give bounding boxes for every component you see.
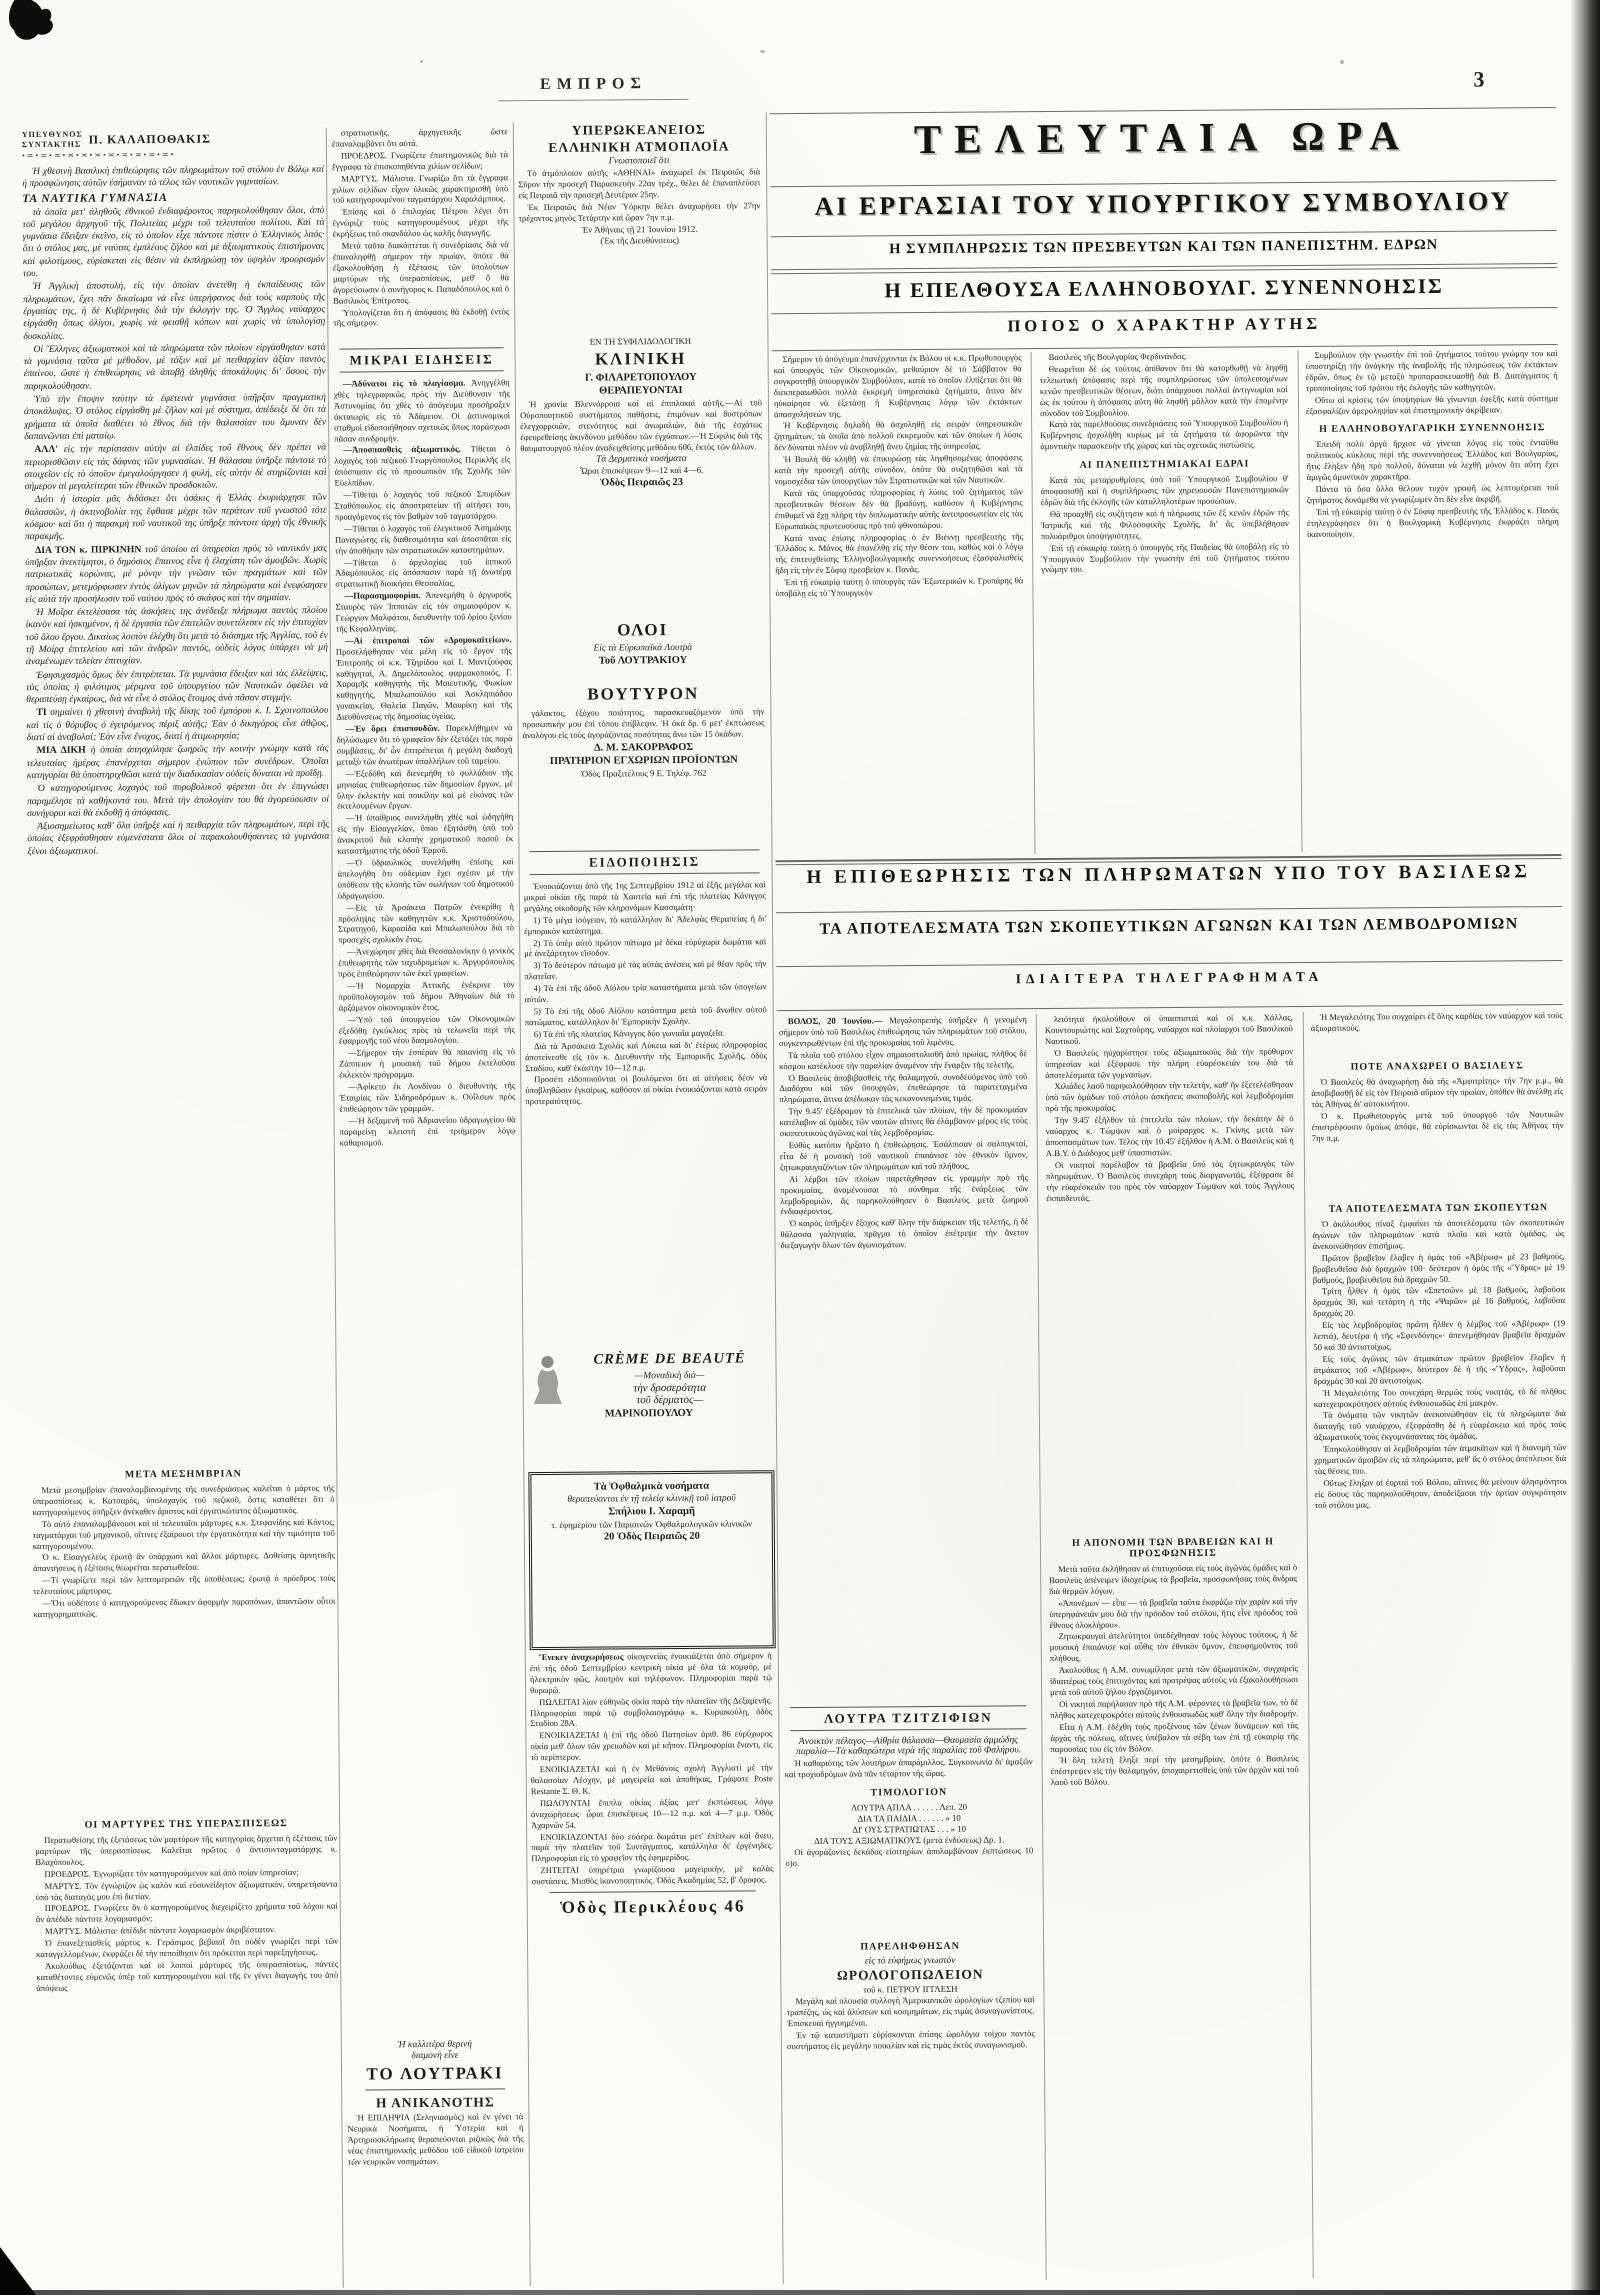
column-subheading: ΜΙΚΡΑΙ ΕΙΔΗΣΕΙΣ [340, 347, 504, 372]
text-block: ΔΙΑ ΤΟΝ κ. ΠΙΡΚΙΝΗΝ τοῦ ὁποίου αἱ ὑπηρεσίαι πρὸς τὸ ναυτικόν μας ὑπῆρξαν ἀνεκτίμητοι, ὁ δημόσιος ἔπαινος εἶνε ἡ ἐλαχίστη τῶν ἀμοιβῶν. Χωρὶς πατριωτικὰς κορώνας, μὲ μόνην τὴν γνῶσιν τῶν πραγμάτων καὶ τῶν προσώπων, μετεμόρφωσεν ἐντὸς ὀλίγων μηνῶν τὰ πληρώματα καὶ ἐνεφύσησεν εἰς αὐτὰ τὴν προσήλωσιν τοῦ ναύτου πρὸς τὸ σκάφος καὶ τὴν σημαίαν. [25, 542, 328, 605]
column-subheading: ΑΙ ΠΑΝΕΠΙΣΤΗΜΙΑΚΑΙ ΕΔΡΑΙ [1079, 458, 1250, 471]
text-block: —Ἡ Νομαρχία Ἀττικῆς ἐνέκρινε τὸν προϋπολογισμὸν τοῦ δήμου Ἀθηναίων διὰ τὸ ἀρξάμενον οἰκονομικὸν ἔτος. [338, 979, 515, 1013]
text-block: Ἡ Μεγαλειότης Του συνεχάρη θερμῶς τοὺς νικητάς, τὸ δὲ πλῆθος κατεχειροκρότησεν αὐτοὺς ἐνθουσιωδῶς ἐπὶ μακρόν. [1313, 1385, 1566, 1409]
text-block: Ἕνεκεν ἀναχωρήσεως οἰκογενείας ἐνοικιάζεται ἀπὸ σήμερον ἡ ἐπὶ τῆς ὁδοῦ Σεπτεμβρίου κεντρικὴ οἰκία μὲ ὅλα τὰ κομφόρ, μὲ ἠλεκτρικὸν φῶς, λουτρὸν καὶ τηλέφωνον. Πληροφορίαι παρὰ τῷ θυρωρῷ. [529, 1650, 772, 1695]
masthead-rule [499, 99, 689, 101]
text-block: —Ἀφίκετο ἐκ Λονδίνου ὁ διευθυντὴς τῆς Ἑταιρίας τῶν Σιδηροδρόμων κ. Οὐΐλσων πρὸς ἐπιθεώρησιν τῶν γραμμῶν. [339, 1080, 516, 1114]
text-block: —Τίθεται ὁ ἀρχιλοχίας τοῦ ἱππικοῦ Ἀδαμόπουλος εἰς ἀπόσπασιν παρὰ τῇ ἀνωτέρᾳ στρατιωτικῇ διοικήσει Θεσσαλίας. [335, 555, 512, 589]
text-block: ΕΝΟΙΚΙΑΖΕΤΑΙ καὶ ἡ ἐν Μεθάνοις σχολὴ Ἀγγλιστὶ μὲ τὴν θαλασσίαν Λέσχην, μὲ μαγειρεῖα καὶ ἀποθήκας. Γράψατε Poste Restante Σ. Θ. Κ. [530, 1762, 773, 1797]
cabinet-article-col-2-text [1040, 350, 1290, 575]
text-block: ΕΝ ΤΗ ΣΥΦΙΛΙΔΟΛΟΓΙΚΗ [589, 335, 692, 347]
text-block: 4) Τὰ ἐπὶ τῆς ὁδοῦ Αἰόλου τρία καταστήματα μετὰ τῶν ὑπογείων αὐτῶν. [524, 981, 767, 1005]
text-block: —Ἡ δεξαμενὴ τοῦ Ἀδριανείου ὑδραγωγείου θὰ παραμείνῃ κλειστὴ ἐπὶ τριήμερον λόγῳ καθαρισμοῦ. [339, 1114, 516, 1148]
text-block: Ἐν Ἀθήναις τῇ 21 Ἰουνίου 1912. [581, 223, 698, 235]
text-block: Ὁ κ. Εἰσαγγελεὺς ἐρωτᾷ ἂν ὑπάρχωσι καὶ ἄλλοι μάρτυρες. Δοθείσης ἀρνητικῆς ἀπαντήσεως ἡ ἐξέτασις θεωρεῖται περατωθεῖσα. [33, 1550, 336, 1574]
text-block: Συμβούλιον τὴν γνωστὴν ἐπὶ τοῦ ζητήματος τούτου γνώμην του καὶ ὑποστηρίξῃ τὴν ἀνάγκην τῆς ἀναβολῆς τῆς πληρώσεως τῶν ἐκτάκτων ἑδρῶν, ὅπως ἐν τῷ μεταξὺ προπαρασκευασθῇ διὰ Β. Διατάγματος ἡ τροποποίησις τοῦ τρόπου τῆς ἐκλογῆς τῶν καθηγητῶν. [1305, 348, 1558, 393]
text-block: Ὁ Βασιλεὺς ηὐχαρίστησε τοὺς ἀξιωματικοὺς διὰ τὴν πρόθυμον ὑπηρεσίαν καὶ ἐξέφρασε τὴν πλήρη εὐαρέσκειάν του διὰ τὰ ἀποτελέσματα τῶν γυμνασίων. [1045, 1045, 1294, 1080]
prize-award-text [1049, 1536, 1299, 1788]
text-block: Ἡ Μεγαλειότης Του συγχαίρει ἐξ ὅλης καρδίας τὸν ναύαρχον καὶ τοὺς ἀξιωματικούς. [1310, 1010, 1563, 1033]
column-subheading: ΕΙΔΟΠΟΙΗΣΙΣ [529, 849, 759, 875]
text-block: (Ἐκ τῆς Διευθύνσεως) [600, 234, 680, 246]
text-block: —Μοναδικὴ διὰ— [634, 1370, 705, 1382]
text-block: Γ. ΦΙΛΑΡΕΤΟΠΟΥΛΟΥ [584, 371, 697, 384]
column-subheading: ΤΙΜΟΛΟΓΙΟΝ [870, 1786, 948, 1799]
text-block: Τὴν 9.45' ἐξέδραμον τὰ ἐπιτελικὰ τῶν πλοίων, τὴν δὲ προκυμαίαν κατέλαβον αἱ ὁμάδες τῶν ναυτῶν αἵτινες θὰ ἐλάμβανον μέρος εἰς τοὺς σκοπευτικοὺς ἀγῶνας καὶ τὰς λεμβοδρομίας. [779, 1104, 1028, 1139]
text-block: εἰς τὸ εὐφήμως γνωστὸν [864, 1955, 956, 1967]
text-block: Ἀνοικτὸν πέλαγος—Αἰθρία θάλασσα—Θαυμασία ἀμμώδης παραλία—Τὰ καθαρώτερα νερὰ τῆς παραλίας τοῦ Φαλήρου. [795, 1735, 1022, 1758]
text-block: Κατὰ τὰς ὑπαρχούσας πληροφορίας ἡ λύσις τοῦ ζητήματος τῶν πρεσβευτικῶν θέσεων δὲν θὰ βραδύνῃ, καθόσον ἡ Κυβέρνησις ἐπιθυμεῖ νὰ ἔχῃ πλήρη τὴν διπλωματικὴν αὐτῆς ἀντιπροσωπείαν εἰς τὰς Εὐρωπαϊκὰς πρωτευούσας πρὸ τοῦ φθινοπώρου. [774, 486, 1023, 531]
headline-greek-bulgarian-agreement: Η ΕΠΕΛΘΟΥΣΑ ΕΛΛΗΝΟΒΟΥΛΓ. ΣΥΝΕΝΝΟΗΣΙΣ [884, 273, 1444, 303]
text-block: Αἱ λέμβοι τῶν πλοίων παρετάχθησαν εἰς γραμμὴν πρὸ τῆς προκυμαίας, ἀναμένουσαι τὸ σύνθημα τῆς ἐνάρξεως τῶν λεμβοδρομιῶν, ἃς παρηκολούθησεν ὁ Βασιλεὺς μετὰ ζωηροῦ ἐνδιαφέροντος. [780, 1171, 1029, 1217]
afternoon-session-section [32, 1460, 337, 1810]
transatlantic-steamship-notice [518, 120, 762, 334]
text-block: ΜΑΡΙΝΟΠΟΥΛΟΥ [604, 1407, 694, 1420]
column-divider [1036, 1014, 1047, 2280]
text-block: ΖΗΤΕΙΤΑΙ ὑπηρέτρια γνωρίζουσα μαγειρικήν, μὲ καλὰς συστάσεις. Μισθὸς ἱκανοποιητικός. Ὁδὸς Ἀκαδημίας 52, β′ ὄροφος. [531, 1863, 774, 1887]
text-block: Ὁ κ. Πρωθυπουργὸς μετὰ τοῦ ὑπουργοῦ τῶν Ναυτικῶν ἐπιστρέφουσιν ὁμοίως ἀπόψε, θὰ εὑρίσκωνται δὲ εἰς τὰς Ἀθήνας τὴν 7ην π.μ. [1311, 1108, 1564, 1143]
trial-continuation-text [332, 126, 510, 329]
column-subheading: ΠΑΡΕΛΗΦΘΗΣΑΝ [860, 1940, 960, 1953]
column-subheading: Η ΑΠΟΝΟΜΗ ΤΩΝ ΒΡΑΒΕΙΩΝ ΚΑΙ Η ΠΡΟΣΦΩΝΗΣΙΣ [1071, 1536, 1274, 1560]
loutraki-impotence-ads-text [347, 2039, 524, 2167]
text-block: Σπήλιου Ι. Χαραμῆ [608, 1505, 695, 1518]
run-in-heading: —Παρασημοφορίαι. [344, 590, 426, 601]
text-block: Ἡ ὅλη τελετὴ ἔληξε περὶ τὴν μεσημβρίαν, ὁπότε ὁ Βασιλεὺς ἐπέστρεψεν εἰς τὴν θαλαμηγόν, ἀποχαιρετισθεὶς ὑπὸ τῶν ἀρχῶν καὶ τοῦ λαοῦ τοῦ Βόλου. [1050, 1753, 1299, 1788]
text-block: Ὁδὸς Πειραιῶς 23 [600, 476, 684, 489]
editor-role [22, 130, 83, 150]
text-block: τοῦ κ. ΠΕΤΡΟΥ ΙΓΓΛΕΣΗ [863, 1983, 958, 1995]
paper-speck [1340, 60, 1344, 64]
text-block: Ἡ Ἀγγλικὴ ἀποστολή, εἰς τὴν ὁποίαν ἀνετέθη ἡ ἐκπαίδευσις τῶν πληρωμάτων, ἔχει πᾶν δικαίωμα νὰ εἶνε ὑπερήφανος διὰ τοὺς καρποὺς τῆς ἐργασίας της, ἡ δὲ Κυβέρνησις διὰ τὴν ἐκλογήν της. Ὁ Ἄγγλος ναύαρχος εἰργάσθη ὅπως ὀλίγοι, χωρὶς νὰ φεισθῇ κόπων καὶ χωρὶς νὰ ὑπολογίσῃ δυσκολίας. [23, 279, 326, 342]
cabinet-article-col-1 [774, 352, 1026, 856]
text-block: —Ἐν ὅρει ἐπισπουδῶν. Παρεκλήθημεν νὰ δηλώσωμεν ὅτι τὸ γραφεῖον δὲν ἐξετάζει τὰς παρὰ συμβάσεις, δι' ὧν ἐπιτρέπεται ἡ μεγάλη διαδοχὴ μεταξὺ τῶν ἀνωτέρων ὑπαλλήλων τοῦ ταμείου. [336, 722, 513, 767]
text-block: Τὸ αὐτὸ ἐπαναλαμβάνουσι καὶ οἱ τελευταῖοι μάρτυρες κ.κ. Στεφανίδης καὶ Κόντος, ταγματάρχαι τοῦ μηχανικοῦ, οἵτινες ἐξαίρουσι τὴν ἐργατικότητα καὶ τὴν τιμιότητα τοῦ κατηγορουμένου. [32, 1516, 335, 1551]
text-block: 20 Ὁδὸς Πειραιῶς 20 [603, 1530, 700, 1543]
text-block: Θὰ προαχθῇ εἰς συζήτησιν καὶ ἡ πλήρωσις τῶν ἓξ κενῶν ἑδρῶν τῆς Ἰατρικῆς καὶ τῆς Φιλοσοφικῆς Σχολῆς, δι' ἃς ὑπεβλήθησαν πολυάριθμοι ὑποψηφιότητες. [1040, 507, 1289, 541]
column-subheading: ΟΙ ΜΑΡΤΥΡΕΣ ΤΗΣ ΥΠΕΡΑΣΠΙΣΕΩΣ [84, 1818, 288, 1831]
paper-speck [760, 50, 765, 53]
text-block: Οἱ ἀγοράζοντες δεκάδας εἰσιτηρίων ἀπολαμβάνουν ἐκπτώσεως 10 ο)ο. [785, 1845, 1034, 1868]
cabinet-article-col-2 [1040, 350, 1292, 854]
text-block: ΠΡΟΕΔΡΟΣ. Ἐγνωρίζατε τὸν κατηγορούμενον καὶ ἀπὸ ποίαν ὑπηρεσίαν; [44, 1866, 299, 1879]
column-divider [1298, 350, 1303, 852]
run-in-heading: ΑΛΛ' [34, 444, 64, 456]
review-report-middle-text [1045, 1012, 1294, 1203]
text-block: Ὁ Βασιλεὺς ἀποβιβασθεὶς τῆς θαλαμηγοῦ, συνοδευόμενος ὑπὸ τοῦ Διαδόχου καὶ τῶν ὑπουργῶν, ἐπεθεώρησε τὰ παρατεταγμένα πληρώματα, ἅτινα ἀπέδωκαν τὰς κεκανονισμένας τιμάς. [779, 1070, 1028, 1105]
text-block: Οὕτως ἔληξαν αἱ ἑορταὶ τοῦ Βόλου, αἵτινες θὰ μείνουν ἀλησμόνητοι εἰς ὅσους τὰς παρηκολούθησαν, ἀποδείξασαι τὴν ἀρτίαν συγκρότησιν τοῦ στόλου μας. [1314, 1475, 1567, 1510]
text-block: ΤΙ σημαίνει ἡ χθεσινὴ ἀναβολὴ τῆς δίκης τοῦ ἐμπόρου κ. Ι. Σχοινοπούλου καὶ τίς ὁ θόρυβος ὁ ἐγειρόμενος πέριξ αὐτῆς; Ἐὰν ὁ δικηγόρος εἶνε ἀθῷος, διατί αἱ ἀναβολαί; Ἐὰν εἶνε ἔνοχος, διατί ἡ ἀτιμωρησία; [26, 705, 329, 744]
king-congratulations-text [1311, 1010, 1563, 1034]
text-block: Ἡ καλλιτέρα θερινὴ [397, 2039, 472, 2051]
text-block: Ἐφησυχασμὸς ὅμως δὲν ἐπιτρέπεται. Τὰ γυμνάσια ἔδειξαν καὶ τὰς ἐλλείψεις, τὰς ὁποίας ἡ φιλότιμος μέριμνα τοῦ ὑπουργείου τῶν Ναυτικῶν ὀφείλει νὰ θεραπεύσῃ ἐγκαίρως, διὰ νὰ εἶνε ὁ στόλος ἕτοιμος ἀνὰ πᾶσαν στιγμήν. [26, 667, 329, 706]
king-departure-text [1311, 1060, 1564, 1143]
text-block: Εὐθὺς κατόπιν ἤρξατο ἡ ἐπιθεώρησις. Ἐσάλπισαν οἱ σαλπιγκταί, εἶτα δὲ ἡ μουσικὴ τοῦ ναυτικοῦ ἐπαιάνισε τὸν ἐθνικὸν ὕμνον, ζητωκραυγαζόντων τῶν πληρωμάτων καὶ τοῦ πλήθους. [779, 1138, 1028, 1172]
run-in-heading: —Ἀδύνατοι εἰς τὸ πλαγίασμα. [342, 377, 472, 389]
scan-corner-artifact [0, 2247, 36, 2295]
run-in-heading: ΜΙΑ ΔΙΚΗ [36, 744, 91, 757]
text-block: Τὰ πλοῖα τοῦ στόλου εἶχον σημαιοστολισθῆ ἀπὸ πρωίας, πλῆθος δὲ κόσμου κατέκλυσε τὴν παραλίαν ἀναμένον τὴν ἔναρξιν τῆς τελετῆς. [779, 1047, 1028, 1071]
text-block: Θεωρεῖται δὲ ὡς τούτοις ἀπίθανον ὅτι θὰ κατορθωθῇ νὰ ληφθῇ τελειωτικὴ ἀπόφασις περὶ τῆς συμπληρώσεως τῶν ὑπολειπομένων κενῶν πρεσβευτικῶν θέσεων, διότι ὑπάρχουσι πολλαὶ ἀντιγνωμίαι καὶ ὡς ἐκ τούτου ἡ ἀπόφασις αὕτη θὰ ληφθῇ μᾶλλον κατὰ τὴν ἑπομένην σύνοδον τοῦ Συμβουλίου. [1039, 362, 1288, 418]
column-divider [1031, 352, 1036, 854]
text-block: Ἡ χρονία Βλεννόρροια καὶ αἱ ἐπιπλοκαὶ αὐτῆς.—Αἱ τοῦ Οὐροποιητικοῦ συστήματος παθήσεις, ἐπιμόνων καὶ δυστρόπων ἐλεγχορροιῶν, στενότητος καὶ ἀνωμαλιῶν, διὰ τῆς ἐσχάτως ἐφευρεθείσης ἀκινδύνου μεθόδου τῶν ἐγχύσεων.—Ἡ Σύφιλις διὰ τῆς θαυματουργοῦ πλέον ἀναδειχθείσης μεθόδου 606, ἐκτὸς τῶν ἄλλων. [520, 397, 763, 453]
text-block: —Ἀνεχώρησε χθὲς διὰ Θεσσαλονίκην ὁ γενικὸς ἐπιθεωρητὴς τῶν ταχυδρομείων κ. Ἀργυρόπουλος πρὸς ἐπιθεώρησιν τῶν ἐκεῖ γραφείων. [338, 945, 515, 979]
text-block: ΤΑ ΝΑΥΤΙΚΑ ΓΥΜΝΑΣΙΑ [22, 191, 168, 205]
text-block: Ἡ ΕΠΙΛΗΨΙΑ (Σεληνιασμὸς) καὶ ἐν γένει τὰ Νευρικὰ Νοσήματα, ἡ Ὑστερία καὶ ἡ Ἀρτηριοσκλήρωσις θεραπεύονται ριζικῶς διὰ τῆς νέας ἐπιστημονικῆς μεθόδου τοῦ εἰδικοῦ ἰατρείου τῶν νευρικῶν νοσημάτων. [347, 2111, 524, 2167]
text-block: —Ὁ ὑδραυλικὸς συνελήφθη ἐπίσης καὶ ἀπελογήθη ὅτι οὐδεμίαν ἔχει σχέσιν μὲ τὴν ὑπόθεσιν τῆς κλοπῆς τῶν σωλήνων τοῦ δημοτικοῦ ὑδραγωγείου. [337, 856, 514, 901]
text-block: —Τίθεται ὁ λοχαγὸς τοῦ ἐλεγκτικοῦ Ἀσημάκης Παναγιώτης εἰς διαθεσιμότητα καὶ ἀποσπᾶται εἰς τὴν ἀποθήκην τῶν στρατιωτικῶν καταστημάτων. [334, 522, 512, 556]
text-block: διαμονὴ εἶνε [411, 2050, 459, 2062]
text-block: Ὁ καιρὸς ὑπῆρξεν ἔξοχος καθ' ὅλην τὴν διάρκειαν τῆς τελετῆς, ἡ δὲ θάλασσα γαληνιαία, πρᾶγμα τὸ ὁποῖον ἐπέτρεψε τὴν ἄνετον διεξαγωγὴν ὅλων τῶν ἀγωνισμάτων. [780, 1216, 1029, 1251]
text-block: ΕΝΟΙΚΙΑΖΟΝΤΑΙ δύο εὐάερα δωμάτια μετ' ἐπίπλων καὶ ἄνευ, παρὰ τὴν πλατεῖαν τοῦ Συντάγματος, κατάλληλα δι' ἐργένηδες. Πληροφορίαι εἰς τὸ γραφεῖον τῆς ἐφημερίδος. [531, 1829, 774, 1864]
text-block: 5) Τὸ ἐπὶ τῆς ὁδοῦ Αἰόλου κατάστημα μετὰ τοῦ ἄνωθεν αὐτοῦ πατώματος, κατάλληλον δι' Ἐμπορικὴν Σχολήν. [524, 1004, 767, 1028]
text-block: ΟΛΟΙ [617, 620, 669, 640]
scan-edge-shadow-right [1570, 0, 1600, 2295]
clinic-ad-text [519, 335, 762, 488]
text-block: Ὑπολογίζεται ὅτι ἡ ἀπόφασις θὰ ἐκδοθῇ ἐντὸς τῆς σήμερον. [333, 305, 510, 329]
text-block: Ὁ Βασιλεὺς θὰ ἀναχωρήσῃ διὰ τῆς «Ἀμφιτρίτης» τὴν 7ην μ.μ., θὰ ἀποβιβασθῇ δὲ εἰς τὸν Πειραιᾶ αὔριον τὴν πρωίαν, ὁπόθεν θὰ ἀνέλθῃ εἰς τὰς Ἀθήνας δι' αὐτοκινήτου. [1311, 1075, 1564, 1109]
afternoon-session-text [32, 1468, 335, 1620]
text-block: Ἐπίσης καὶ ὁ ἐπιλοχίας Πέτρου λέγει ὅτι ἐγνώριζε τοὺς κατηγορουμένους μέχρι τῆς ἐκρήξεως τοῦ σκανδάλου ὡς καλῆς διαγωγῆς. [332, 205, 509, 239]
text-block: «Ἀπονέμων — εἶπε — τὰ βραβεῖα ταῦτα ἐκφράζω τὴν χαρὰν καὶ τὴν ὑπερηφάνειάν μου διὰ τὴν πρόοδον τοῦ στόλου, ἥτις εἶνε πρόοδος τοῦ ἔθνους ὁλοκλήρου». [1049, 1595, 1298, 1630]
text-block: 6) Τὰ ἐπὶ τῆς πλατείας Κάνιγγος δύο γωνιαῖα μαγαζεῖα. [533, 1027, 725, 1039]
section-rule [776, 906, 1562, 913]
text-block: Βασιλεὺς τῆς Βουλγαρίας Φερδινάνδος. [1048, 350, 1188, 363]
text-block: Πρῶτον βραβεῖον ἔλαβεν ἡ ὁμὰς τοῦ «Ἀβέρωφ» μὲ 23 βαθμούς, βραβευθεῖσα διὰ δραχμῶν 100· δεύτερον ἡ ὁμὰς τῆς «Ὕδρας» μὲ 19 βαθμούς, βραβευθεῖσα διὰ δραχμῶν 50. [1312, 1250, 1565, 1285]
text-block: θεραπεύονται ἐν τῇ τελείᾳ κλινικῇ τοῦ ἰατροῦ [567, 1493, 736, 1505]
text-block: ΜΙΑ ΔΙΚΗ ἡ ὁποία ἀπησχόλησε ζωηρῶς τὴν κοινὴν γνώμην κατὰ τὰς τελευταίας ἡμέρας ἐπανέρχεται σήμερον ἐνώπιον τῶν συνέδρων. Ὁποῖαι κατηγορίαι θὰ ὑποστηριχθῶσι κατὰ τὴν διαδικασίαν οὐδεὶς δύναται νὰ προΐδῃ. [26, 743, 329, 782]
editorial-text [22, 164, 329, 858]
text-block: Ἡ Βουλὴ θὰ κληθῇ νὰ ἐπικυρώσῃ τὰς ληφθησομένας ἀποφάσεις κατὰ τὴν προσεχῆ αὐτῆς σύνοδον, ὁπότε θὰ συζητηθῶσι καὶ τὰ νομοσχέδια τῶν ὑπουργείων τῶν Στρατιωτικῶν καὶ τῶν Ναυτικῶν. [774, 452, 1023, 487]
text-block: —Τίθεται ὁ λοχαγὸς τοῦ πεζικοῦ Σπυρίδων Σταθόπουλος εἰς ἀποστρατείαν τῇ αἰτήσει του, προαγόμενος εἰς τὸν βαθμὸν τοῦ ταγματάρχου. [334, 488, 511, 522]
text-block: ΠΩΛΕΙΤΑΙ λίαν εὐθηνῶς οἰκία παρὰ τὴν πλατεῖαν τῆς Δεξαμενῆς. Πληροφορίαι παρὰ τῷ συμβολαιογράφῳ κ. Κυριακούλῃ, ὁδὸς Σταδίου 28Α. [530, 1694, 773, 1729]
text-block: Ἡ χθεσινὴ Βασιλικὴ ἐπιθεώρησις τῶν πληρωμάτων τοῦ στόλου ἐν Βόλῳ καὶ ἡ προσφώνησις αὐτῶν ἐσήμαναν τὸ τέλος τῶν ναυτικῶν γυμνασίων. [22, 163, 325, 190]
text-block: Περατωθείσης τῆς ἐξετάσεως τῶν μαρτύρων τῆς κατηγορίας ἄρχεται ἡ ἐξέτασις τῶν μαρτύρων τῆς ὑπερασπίσεως. Καλεῖται πρῶτος ὁ ἀντισυνταγματάρχης κ. Βλαχόπουλος. [35, 1832, 338, 1867]
cabinet-article-col-3 [1306, 348, 1562, 852]
text-block: Μετὰ ταῦτα ἐκλήθησαν αἱ ἐπιτυχοῦσαι εἰς τοὺς ἀγῶνας ὁμάδες καὶ ὁ Βασιλεὺς ἀπένειμεν ἰδιοχείρως τὰ βραβεῖα, προσφωνήσας τοὺς ἄνδρας διὰ θερμῶν λόγων. [1049, 1562, 1298, 1596]
text-block: —Ἀποσπασθεὶς ἀξιωματικός. Τίθεται ὁ λοχαγὸς τοῦ πεζικοῦ Γεωργόπουλος Περικλῆς εἰς ἀπόσπασιν εἰς τὸ προσωπικὸν τῆς Σχολῆς τῶν Εὐελπίδων. [334, 443, 511, 488]
classifieds-text [530, 1650, 774, 1918]
text-block: λειότητα ἠκολούθουν οἱ ὑπασπισταὶ καὶ οἱ κ.κ. Χάλλας, Κουντουριώτης καὶ Σαχτούρης, ναύαρχοι καὶ πλοίαρχοι τοῦ Βασιλικοῦ Ναυτικοῦ. [1044, 1012, 1293, 1046]
text-block: Τὸ ἀτμόπλοιον αὐτῆς «ΑΘΗΝΑΙ» ἀναχωρεῖ ἐκ Πειραιῶς διὰ Σῦρον τὴν προσεχῆ Παρασκευὴν 22αν τρέχ., θέλει δὲ ἐπαναπλεύσει εἰς Πειραιᾶ τὴν προσεχῆ Δευτέραν 25ην. [518, 166, 761, 201]
king-congratulations-note [1311, 1010, 1563, 1054]
text-block: Πάντα τὰ ὅσα ἄλλα θέλουν τυχὸν γραφῆ ὡς λεπτομέρειαι τοῦ ζητήματος δυνάμεθα νὰ γνωρίζωμεν ὅτι δὲν εἶνε ἀκριβῆ. [1306, 482, 1559, 505]
watch-shop-ad [786, 1932, 1037, 2284]
text-block: ΠΩΛΟΥΝΤΑΙ ἔπιπλα οἰκίας ἀξίας μετ' ἐκπτώσεως λόγῳ ἀναχωρήσεως· ὧραι ἐπισκέψεως 10—12 π.μ. καὶ 4—7 μ.μ. Ὁδὸς Ἀχαρνῶν 54. [530, 1796, 774, 1830]
text-block: Τρίτη ἦλθεν ἡ ὁμὰς τῶν «Σπετσῶν» μὲ 18 βαθμούς, λαβοῦσα δραχμὰς 30, καὶ τετάρτη ἡ τῆς «Ψαρῶν» μὲ 16 βαθμούς, λαβοῦσα δραχμὰς 20. [1312, 1284, 1566, 1319]
text-block: γάλακτος, ἐξόχου ποιότητος, παρασκευαζόμενον ὑπὸ τὴν προσωπικήν μου ἐπὶ τόπου ἐπίβλεψιν. Ἡ ὀκὰ δρ. 6 μετ' ἐκπτώσεως ἀναλόγου εἰς τοὺς ἀγοράζοντας ποσότητας ἄνω τῶν 15 ὀκάδων. [522, 706, 765, 740]
text-block: ΠΡΟΕΔΡΟΣ. Γνωρίζετε ἂν ὁ κατηγορούμενος διεχειρίζετο χρήματα τοῦ λόχου καὶ ἂν ἀπέδιδε πάντοτε λογαριασμόν; [35, 1901, 338, 1925]
editor-role-line1: ΥΠΕΥΘΥΝΟΣ [21, 129, 83, 140]
defense-witnesses-text [35, 1818, 338, 1994]
text-block: ΜΑΡΤΥΣ. Μάλιστα. Γνωρίζω ὅτι τὰ ἔγγραφα χιλίων σελίδων εἶχον ὑλικῶς χαρακτηρισθῆ ὑπὸ τοῦ κατηγορουμένου ταγματάρχου Χαραλάμπους. [332, 171, 509, 206]
paper-speck [420, 60, 423, 63]
text-block: Εἰς τοὺς ἀγῶνας τῶν ἀτμακάτων πρῶτον βραβεῖον ἔλαβεν ἡ ἀτμάκατος τοῦ «Ἀβέρωφ», δεύτερον δὲ ἡ τῆς «Ὕδρας», λαβοῦσαι δραχμὰς 30 καὶ 20 ἀντιστοίχως. [1313, 1351, 1566, 1386]
text-block: Ἐπειδὴ πολὺ ἀργὰ ἤρχισε νὰ γίνεται λόγος εἰς τοὺς ἐνταῦθα πολιτικοὺς κύκλους περὶ τῆς συνεννοήσεως Ἑλλάδος καὶ Βουλγαρίας, ἥτις ἔληξεν ἤδη πρὸ πολλοῦ, δύναται νὰ λεχθῇ μόνον ὅτι αὕτη ἔχει ἀμιγῶς ἀμυντικὸν χαρακτῆρα. [1306, 437, 1559, 483]
text-block: ΘΕΡΑΠΕΥΟΝΤΑΙ [599, 384, 683, 397]
text-block: Ἡ Κυβέρνησις δηλαδὴ θὰ ἀσχοληθῇ εἰς σειρὰν ὑπηρεσιακῶν ζητημάτων, τὰ ὁποῖα ἀπὸ πολλοῦ ἐκκρεμοῦν καὶ τῶν ὁποίων ἡ λύσις δὲν δύναται πλέον νὰ ἀναβληθῇ ἄνευ ζημίας τῆς ὑπηρεσίας. [774, 418, 1023, 453]
butter-ad [522, 680, 765, 846]
text-block: Ἐπὶ τῇ εὐκαιρίᾳ ταύτῃ ὁ ὑπουργὸς τῆς Παιδείας θὰ ὑποβάλῃ εἰς τὸ Ὑπουργικὸν Συμβούλιον τὴν γνωστὴν ἐπὶ τοῦ ζητήματος τούτου γνώμην του. [1041, 540, 1290, 575]
text-block: Ὁδὸς Περικλέους 46 [560, 1896, 746, 1917]
subheadline-special-telegrams: ΙΔΙΑΙΤΕΡΑ ΤΗΛΕΓΡΑΦΗΜΑΤΑ [1015, 968, 1324, 987]
trial-continuation-column [332, 126, 510, 343]
text-block: Τὰ Ὀφθαλμικὰ νοσήματα [593, 1480, 710, 1493]
text-block: ΚΛΙΝΙΚΗ [594, 348, 687, 369]
headline-last-hour: ΤΕΛΕΥΤΑΙΑ ΩΡΑ [913, 112, 1413, 163]
subheadline-its-character: ΠΟΙΟΣ Ο ΧΑΡΑΚΤΗΡ ΑΥΤΗΣ [1007, 313, 1322, 336]
text-block: Μετὰ μεσημβρίαν ἐπαναλαμβανομένης τῆς συνεδριάσεως καλεῖται ὁ μάρτυς τῆς ὑπερασπίσεως κ. Κατσαρός, ὑπολοχαγὸς τοῦ πεζικοῦ, ὅστις καταθέτει ὅτι ὁ κατηγορούμενος ὑπῆρξεν ἀνέκαθεν ἄριστος καὶ ἐργατικώτατος ἀξιωματικός. [32, 1482, 335, 1517]
text-block: Τοῦ ΛΟΥΤΡΑΚΙΟΥ [598, 654, 688, 667]
text-block: —Εἰς τὰ Ἀρσάκεια Πατρῶν ἐνεκρίθη ἡ πρόσληψις τῶν καθηγητῶν κ.κ. Χριστοδούλου, Στρατηγοῦ, Καρασίδα καὶ Μπαλωπούλου διὰ τὸ προσεχὲς σχολικὸν ἔτος. [337, 900, 515, 945]
run-in-heading: ΒΟΛΟΣ, 20 Ἰουνίου.— [787, 1015, 890, 1027]
masthead-title: ΕΜΠΡΟΣ [539, 75, 647, 94]
text-block: —Ἐξεδόθη καὶ διενεμήθη τὸ φυλλάδιον τῆς μηνιαίας ἐπιθεωρήσεως τῶν δημοσίων ἔργων, μὲ ὕλην ἐκλεκτὴν καὶ ποικίλην καὶ μὲ εἰκόνας τῶν ἐκτελουμένων ἔργων. [336, 766, 514, 812]
review-report-middle-column [1045, 1012, 1297, 1528]
text-block: Δ. Μ. ΣΑΚΟΡΡΑΦΟΣ [594, 741, 694, 754]
eye-clinic-ad-text [536, 1480, 766, 1543]
text-block: Ἐκ Πειραιῶς διὰ Νέαν Ὑόρκην θέλει ἀναχωρήσει τὴν 27ην τρέχοντος μηνὸς Τετάρτην καὶ ὥραν 7ην π.μ. [518, 200, 761, 223]
text-block: ΕΝΟΙΚΙΑΖΕΤΑΙ ἡ ἐπὶ τῆς ὁδοῦ Πατησίων ἀριθ. 86 εὐρύχωρος οἰκία μεθ' ὅλων τῶν χρειωδῶν καὶ μὲ κῆπον. Πληροφορίαι ἔναντι, εἰς τὸ περίπτερον. [530, 1728, 773, 1763]
classifieds-section [530, 1650, 777, 2288]
text-block: ΠΡΑΤΗΡΙΟΝ ΕΓΧΩΡΙΩΝ ΠΡΟΪΟΝΤΩΝ [549, 754, 738, 767]
cabinet-article-col-1-text [774, 352, 1024, 599]
section-rule [776, 960, 1562, 967]
text-block: Οἱ νικηταὶ παρέλαβον τὰ βραβεῖα ὑπὸ τὰς ζητωκραυγὰς τῶν πληρωμάτων. Ὁ Βασιλεὺς συνεχάρη τοὺς διοργανωτάς, ἐξέφρασε δὲ τὴν εὐαρέσκειάν του πρὸς τὸν ναύαρχον Τώμψων καὶ τοὺς Ἄγγλους ἐκπαιδευτάς. [1045, 1157, 1295, 1203]
small-news-section [333, 344, 522, 2037]
defense-witnesses-section [35, 1810, 341, 2294]
text-block: Χιλιάδες λαοῦ παρηκολούθησαν τὴν τελετήν, καθ' ἣν ἐξετελέσθησαν ὑπὸ τῶν ὁμάδων τοῦ στόλου ἀσκήσεις σκοποβολῆς καὶ λεμβοδρομίαι πρὸ τῆς προκυμαίας. [1045, 1079, 1294, 1114]
text-block: ΔΙΑ ΤΑ ΠΑΙΔΙΑ . . . . . . » 10 [857, 1812, 961, 1824]
run-in-heading: Ἕνεκεν ἀναχωρήσεως [538, 1651, 628, 1663]
butter-ad-text [522, 683, 765, 779]
run-in-heading: —Αἱ ἐπιτροπαὶ τῶν «Δρομοκαϊτείων». [344, 634, 512, 646]
ink-blob-artifact [8, 0, 78, 56]
text-block: 3) Τὸ δεύτερον πάτωμα μὲ τὰς αὐτὰς ἀνέσεις καὶ μὲ θέαν πρὸς τὴν πλατεῖαν. [524, 958, 767, 982]
text-block: Ὑπὸ τὴν ἔποψιν ταύτην τὰ ἐφετεινὰ γυμνάσια ὑπῆρξαν πραγματικὴ ἀποκάλυψις. Ὁ στόλος εἰργάσθη μὲ ζῆλον καὶ μὲ σύστημα, ἀπέδειξε δὲ ὅτι τὰ χρήματα τὰ ὁποῖα διαθέτει τὸ ἔθνος διὰ τὴν θαλασσίαν του ἄμυναν δὲν δαπανῶνται ἐπὶ ματαίῳ. [23, 391, 327, 443]
text-block: τὴν δροσερότητα [633, 1381, 707, 1395]
run-in-heading: ΤΙ [36, 707, 51, 719]
text-block: Κατὰ τὰς μεταρρυθμίσεις ὑπὸ τοῦ Ὑπουργικοῦ Συμβουλίου θ' ἀποφασισθῇ καὶ ἡ συμπλήρωσις τῶν χηρευουσῶν Πανεπιστημιακῶν ἑδρῶν διὰ τῆς ἐκλογῆς τῶν καταλληλοτέρων προσώπων. [1040, 473, 1289, 508]
text-block: ΤΟ ΛΟΥΤΡΑΚΙ [366, 2063, 504, 2084]
cream-ad [527, 1348, 770, 1470]
loutraki-baths-ad [522, 616, 764, 680]
scan-edge-shadow-bottom [0, 2290, 1600, 2295]
column-subheading: ΛΟΥΤΡΑ ΤΖΙΤΖΙΦΙΩΝ [790, 1705, 1026, 1731]
text-block: Μετὰ ταῦτα διακόπτεται ἡ συνεδρίασις διὰ νὰ ἐπαναληφθῇ σήμερον τὴν πρωίαν, ὁπότε θὰ ἐξακολουθήσῃ ἡ ἐξέτασις τῶν ὑπολοίπων μαρτύρων τῆς ὑπερασπίσεως, μεθ' ὃ θὰ ἀγορεύσωσιν ὁ συνήγορος κ. Παπαδόπουλος καὶ ὁ Βασιλικὸς Ἐπίτροπος. [332, 239, 510, 306]
loutraki-baths-ad-text [522, 619, 764, 667]
text-block: Διὰ τὰ Ἀρσάκεια Σχολὰς καὶ Λύκεια καὶ δι' ἑτέρας πληροφορίας ἀποτείνεσθε εἰς τὸν κ. Διευθυντὴν τῆς Ἐμπορικῆς Σχολῆς, ὁδὸς Σταδίου, καθ' ἑκάστην 10—12 π.μ. [525, 1038, 768, 1073]
text-block: Ὁ ἐπανεξετασθεὶς μάρτυς κ. Γεράσιμος βεβαιοῖ ὅτι οὐδὲν γνωρίζει περὶ τῶν καταγγελλομένων, ἐκφράζει δὲ τὴν πεποίθησιν ὅτι πρόκειται περὶ παρεξηγήσεως. [36, 1935, 339, 1960]
rental-notice-text [523, 849, 767, 1107]
text-block: Εἰς τὰ Εὐρωπαϊκὰ Λουτρὰ [593, 642, 693, 654]
prize-award-section [1049, 1528, 1303, 2282]
text-block: —Ὅτι οὐδέποτε ὁ κατηγορούμενος ἔδωκεν ἀφορμὴν παραπόνων, ἀπαντῶσιν οὗτοι κατηγορηματικῶς. [33, 1595, 336, 1620]
volos-report-text [779, 1014, 1029, 1251]
small-news-items [334, 347, 516, 1148]
text-block: Ἀξιοσημείωτος καθ' ὅλα ὑπῆρξε καὶ ἡ πειθαρχία τῶν πληρωμάτων, περὶ τῆς ὁποίας ἐξεφράσθησαν εὐμενέστατα ὅλοι οἱ παρακολουθήσαντες τὰ γυμνάσια ξένοι ἀξιωματικοί. [27, 818, 330, 857]
column-subheading: Η ΑΝΙΚΑΝΟΤΗΣ [375, 2094, 495, 2111]
loutraki-impotence-ads [347, 2038, 525, 2291]
column-subheading: ΩΡΟΛΟΓΟΠΩΛΕΙΟΝ [836, 1966, 984, 1983]
text-block: —Αἱ ἐπιτροπαὶ τῶν «Δρομοκαϊτείων». Προσελήφθησαν νέα μέλη εἰς τὸ ἔργον τῆς Ἐπιτροπῆς οἱ κ.κ. Τζηρίδου καὶ Ι. Μαντζούφας καθηγηταί, Α. Δημελόπουλος φαρμακοποιός, Γ. Χαραμῆς καθηγητὴς τῆς Μαιευτικῆς, Φωκίων καθηγητής, Μπαλωπούλου καὶ Ἀσκληπιάδου γυναικεῖαι, Θαλεία Παγῶν, Μαυρίκη καὶ τῆς Διευθύνσεως τῆς δημοσίας ὑγείας. [335, 634, 513, 722]
cabinet-article-col-3-text [1306, 348, 1559, 540]
text-block: —Τί γνωρίζετε περὶ τῶν λεπτομερειῶν τῆς ὑποθέσεως; ἐρωτᾷ ὁ πρόεδρος τοὺς τελευταίους μάρτυρας. [33, 1572, 336, 1597]
text-block: Εἶτα ἡ Α.Μ. ἐδέχθη τοὺς προξένους τῶν ξένων δυνάμεων καὶ τὰς ἀρχὰς τῆς πόλεως, αἵτινες ὑπέβαλον τὰ σέβη των ἐπὶ τῇ εὐκαιρίᾳ τῆς παρουσίας του εἰς τὸν Βόλον. [1050, 1719, 1299, 1754]
text-block: Οἱ Ἕλληνες ἀξιωματικοὶ καὶ τὰ πληρώματα τῶν πλοίων εἰργάσθησαν κατὰ τὰ γυμνάσια ταῦτα μὲ μέθοδον, μὲ τάξιν καὶ μὲ πειθαρχίαν ἀξίαν παντὸς ἐπαίνου, ὥστε ἡ ἐπιθεώρησις νὰ ἀποβῇ ἀληθὴς ἀποκάλυψις δι' ὅσους τὴν παρηκολούθησαν. [23, 341, 326, 392]
text-block: Ὧραι ἐπισκέψεων 9—12 καὶ 4—6. [579, 464, 704, 476]
text-block: 2) Τὸ ὑπὲρ αὐτὸ πρῶτον πάτωμα μὲ δέκα εὐρύχωρα δωμάτια καὶ μὲ ἀνεξάρτητον εἴσοδον. [524, 935, 767, 959]
text-block: Προσέτι εἰδοποιοῦνται οἱ βουλόμενοι ὅτι αἱ αἰτήσεις δέον νὰ ὑποβληθῶσιν ἐγκαίρως, καθόσον αἱ οἰκίαι ἐνοικιάζονται κατὰ σειρὰν προτεραιότητος. [525, 1072, 768, 1107]
text-block: 1) Τὸ μέγα ἰσόγειον, τὸ κατάλληλον δι' Ἀδελφὰς Θεραπείας ἢ δι' ἐμπορικὸν κατάστημα. [524, 912, 767, 936]
text-block: Ἀκολούθως ἡ Α.Μ. συνωμίλησε μετὰ τῶν ἀξιωματικῶν, συγχαρεὶς ἰδιαιτέρως τοὺς ἐπιτυχόντας καὶ προτρέψας αὐτοὺς νὰ ἐξακολουθήσωσι μετὰ τοῦ αὐτοῦ ζήλου ἐργαζόμενοι. [1049, 1663, 1299, 1698]
text-block: Οἱ νικηταὶ παρήλασαν πρὸ τῆς Α.Μ. φέροντες τὰ βραβεῖα των, τὸ δὲ πλῆθος κατεχειροκρότει αὐτοὺς ἐνθουσιωδῶς καθ' ὅλην τὴν διαδρομήν. [1050, 1696, 1299, 1720]
run-in-heading: —Ἐν ὅρει ἐπισπουδῶν. [345, 722, 446, 734]
text-block: —Ἀδύνατοι εἰς τὸ πλαγίασμα. Ἀνηγγέλθη χθὲς τηλεγραφικῶς πρὸς τὴν Διεύθυνσιν τῆς Ἀστυνομίας ὅτι χθὲς τὸ ἀπόγευμα προσήραξεν ἀκταιωρὶς εἰς τὸ Ἀδάμειον. Οἱ ἀστυνομικοὶ σταθμοὶ εἰδοποιήθησαν σχετικῶς ὅπως παράσχωσι πᾶσαν συνδρομήν. [333, 377, 511, 444]
tzitzifies-baths-ad [784, 1702, 1034, 1932]
text-block: τοῦ δέρματος— [636, 1393, 704, 1407]
run-in-heading: —Ἀποσπασθεὶς ἀξιωματικός. [343, 444, 471, 456]
text-block: Ὁ ἀκόλουθος πίναξ ἐμφαίνει τὰ ἀποτελέσματα τῶν σκοπευτικῶν ἀγώνων τῶν πληρωμάτων κατὰ πλοῖα καὶ κατὰ ὁμάδας, ὡς ἀνεκοινώθησαν ἐπισήμως. [1312, 1217, 1565, 1251]
text-block: CRÈME DE BEAUTÉ [593, 1350, 746, 1368]
headline-crew-review-by-king: Η ΕΠΙΘΕΩΡΗΣΙΣ ΤΩΝ ΠΛΗΡΩΜΑΤΩΝ ΥΠΟ ΤΟΥ ΒΑΣΙΛΕΩΣ [806, 861, 1531, 888]
text-block: Ἡ Μοῖρα ἐκτελέσασα τὰς ἀσκήσεις της ἀνέδειξε πλήρωμα παντὸς πλοίου ἱκανὸν καὶ ἠσκημένον, ἡ δὲ ἐργασία τῶν ἐπιτελῶν συνετέλεσεν εἰς τὴν ἐπιτυχίαν τοῦ ὅλου ἔργου. Δικαίως λοιπὸν ἐλέχθη ὅτι μετὰ τὸ διάσημα τῆς Ἀγγλίας, τοῦ ἐν τῇ Μοίρᾳ ἐπιτελείου καὶ τῶν ἀνδρῶν παντός, οὐδεὶς λόγος ὑπάρχει νὰ μὴ ἀναμένωμεν τελείαν ἐπιτυχίαν. [25, 604, 328, 668]
page-number: 3 [1473, 66, 1485, 92]
column-subheading: Η ΕΛΛΗΝΟΒΟΥΛΓΑΡΙΚΗ ΣΥΝΕΝΝΟΗΣΙΣ [1319, 422, 1546, 436]
watch-shop-ad-text [786, 1940, 1035, 2051]
tzitzifies-baths-ad-text [784, 1705, 1033, 1869]
inline-rule [365, 2088, 505, 2090]
text-block: Οὕτω αἱ κρίσεις τῶν ὑποψηφίων θὰ γίνωνται ἐφεξῆς κατὰ σύστημα ἐξασφαλίζον ἀμεροληψίαν καὶ ἐπιστημονικὴν ἀκρίβειαν. [1305, 392, 1558, 416]
text-block: Μεγάλη καὶ πλουσία συλλογὴ Ἀμερικανικῶν ὡρολογίων τζεπίου καὶ τραπέζης, ὡς καὶ ἀλύσεων καὶ κοσμημάτων, εἰς τιμὰς ἀσυναγωνίστους. Ἐπισκευαὶ ἠγγυημέναι. [786, 1994, 1035, 2028]
text-block: Εἰς τὰς λεμβοδρομίας πρώτη ἦλθεν ἡ λέμβος τοῦ «Ἀβέρωφ» (19 λεπτά), δευτέρα ἡ τῆς «Σφενδόνης»· ἀπενεμήθησαν βραβεῖα δραχμῶν 50 καὶ 30 ἀντιστοίχως. [1313, 1318, 1566, 1352]
eye-clinic-boxed-ad [528, 1470, 775, 1650]
subheadline-ambassadors-chairs: Η ΣΥΜΠΛΗΡΩΣΙΣ ΤΩΝ ΠΡΕΣΒΕΥΤΩΝ ΚΑΙ ΤΩΝ ΠΑΝΕΠΙΣΤΗΜ. ΕΔΡΩΝ [889, 236, 1439, 258]
cream-ad-illustration [529, 1354, 565, 1406]
text-block: τ. ἐφημερίου τῶν Παρισινῶν Ὀφθαλμολογικῶν κλινικῶν [551, 1518, 753, 1530]
text-block: Διότι ἡ ἱστορία μᾶς διδάσκει ὅτι ὁσάκις ἡ Ἑλλὰς ἐκυριάρχησε τῶν θαλασσῶν, ἡ ἀκτινοβολία της ἔφθασε μέχρι τῶν περάτων τοῦ γνωστοῦ τότε κόσμου· καὶ ὅτι ἡ παρακμὴ τοῦ ναυτικοῦ της ὑπῆρξε πάντοτε ἀρχὴ τῆς ἐθνικῆς παρακμῆς. [24, 492, 327, 543]
text-block: Τὴν 9.45' ἐξῆλθον τὰ ἐπιτελεῖα τῶν πλοίων, τὴν δεκάτην δὲ ὁ ναύαρχος κ. Τώμψων καὶ ὁ μοίραρχος κ. Γκίνης μετὰ τῶν ἀποσπασμάτων των. Τέλος τὴν 10.45' ἐξῆλθον ἡ Α.Μ. ὁ Βασιλεὺς καὶ ἡ Α.Β.Υ. ὁ Διάδοχος μεθ' ὑπασπιστῶν. [1045, 1113, 1294, 1158]
text-block: —Ἡ ὑπαίθριος συνελήφθη χθὲς καὶ ὡδηγήθη εἰς τὴν Εἰσαγγελίαν, ὅπου ἐξητάσθη ὑπὸ τοῦ ἀνακριτοῦ διὰ κλοπὴν χρηματικοῦ ποσοῦ ἐκ καταστήματος τῆς ὁδοῦ Ἑρμοῦ. [337, 811, 514, 856]
inline-rule [550, 1890, 756, 1893]
editor-name: Π. ΚΑΛΑΠΟΘΑΚΙΣ [88, 131, 212, 147]
text-block: ΔΙΑ ΤΟΥΣ ΑΞΙΩΜΑΤΙΚΟΥΣ (μετὰ ἐνδύσεως) Δρ. 1. [814, 1834, 1005, 1846]
volos-report-column [779, 1014, 1032, 1702]
text-block: Σήμερον τὸ ἀπόγευμα ἐπανέρχονται ἐκ Βόλου οἱ κ.κ. Πρωθυπουργὸς καὶ ὑπουργὸς τῶν Οἰκονομικῶν, μεθαύριον δὲ τὸ Σάββατον θὰ συγκροτηθῇ ὑπουργικὸν Συμβούλιον, κατὰ τὸ ὁποῖον ἐλπίζεται ὅτι θὰ διεκπεραιωθῶσι πολλὰ ἐκκρεμῆ ὑπηρεσιακὰ ζητήματα, ἅτινα δὲν ηὐκαίρησε νὰ ἐξετάσῃ ἡ Κυβέρνησις λόγῳ τῶν ἐκτάκτων ἀπασχολήσεών της. [773, 352, 1022, 419]
shooting-results-section [1312, 1194, 1573, 2280]
steamship-notice-text [518, 121, 761, 245]
column-subheading: ΕΛΛΗΝΙΚΗ ΑΤΜΟΠΛΟΪΑ [548, 138, 730, 155]
text-block: ΛΟΥΤΡΑ ΑΠΛΑ . . . . . . Λεπ. 20 [850, 1801, 968, 1813]
rental-notice-section [523, 846, 769, 1348]
shooting-results-text [1312, 1202, 1566, 1511]
text-block: Ζητωκραυγαὶ ἀτελεύτητοι ὑπεδέχθησαν τοὺς λόγους τούτους, ἡ δὲ μουσικὴ ἐπαιάνισε καὶ αὖθις τὸν ἐθνικὸν ὕμνον, ἐπευφημοῦντος τοῦ πλήθους. [1049, 1629, 1298, 1664]
text-block: Ὁ κατηγορούμενος λοχαγὸς τοῦ πυροβολικοῦ φέρεται ὅτι ἐν ἐπιγνώσει παρημέλησε τὰ καθήκοντά του. Μετὰ τὴν ἀπολογίαν του θὰ ἀγορεύσωσιν οἱ συνήγοροι καὶ θὰ ἐκδοθῇ ἡ ἀπόφασις. [27, 780, 330, 819]
text-block: —Παρασημοφορίαι. Ἀπενεμήθη ὁ ἀργυροῦς Σταυρὸς τῶν Ἱπποτῶν εἰς τὸν σημαιοφόρον κ. Γεώργιον Μαλφάτου, διευθυντὴν τοῦ ὁρίου ξενίου τῆς Κεφαλληνίας. [335, 589, 512, 634]
text-block: ΠΡΟΕΔΡΟΣ. Γνωρίζετε ἐπιστημονικῶς διὰ τὰ ἔγγραφα τὰ ἐπισκοπηθέντα χιλίων σελίδων; [332, 149, 509, 172]
king-departure-section [1311, 1052, 1564, 1196]
editorial-column [22, 126, 334, 1460]
text-block: Ἐπὶ τῇ εὐκαιρίᾳ ταύτῃ ὁ ἐν Σόφιᾳ πρεσβευτὴς τῆς Ἑλλάδος κ. Πανᾶς ἐτηλεγράφησεν ὅτι ἡ Βουλγαρικὴ Κυβέρνησις ἐκφράζει πλήρη ἱκανοποίησιν. [1306, 504, 1559, 539]
text-block: ΑΛΛ' εἰς τὴν περίστασιν αὐτὴν αἱ ἐλπίδες τοῦ ἔθνους δὲν πρέπει νὰ περιορισθῶσιν εἰς τὰς δάφνας τῶν γυμνασίων. Ἡ θάλασσα ὑπῆρξε πάντοτε τὸ στοιχεῖον εἰς τὸ ὁποῖον ἐμεγαλούργησεν ἡ φυλή, εἰς αὐτὴν δὲ στηρίζονται καὶ σήμερον αἱ μεγαλείτεραι τῶν ἐθνικῶν προσδοκιῶν. [24, 441, 327, 493]
text-block: ΔΙ' ΟΥΣ ΣΤΡΑΤΙΩΤΑΣ . . . » 10 [852, 1823, 967, 1835]
run-in-heading: ΔΙΑ ΤΟΝ κ. ΠΙΡΚΙΝΗΝ [35, 543, 146, 556]
text-block: τὰ ὁποῖα μετ' ἀληθοῦς ἐθνικοῦ ἐνδιαφέροντος παρηκολούθησαν ὅλοι, ἀπὸ τοῦ μεγάλου ἀρχηγοῦ τῆς Πολιτείας μέχρι τοῦ τελευταίου πολίτου. Καὶ τὰ γυμνάσια ἔδειξαν ἐκεῖνο, εἰς τὸ ὁποῖον εἶχε πάντοτε πίστιν ὁ Ἑλληνικὸς λαός· ὅτι ὁ στόλος μας, μὲ ναύτας ἐμπλέους ζήλου καὶ μὲ ἀξιωματικοὺς ἐπιστήμονας καὶ φιλοτίμους, εὑρίσκεται εἰς θέσιν νὰ ἐκπληρώσῃ τὸν ὑψηλὸν προορισμόν του. [22, 204, 325, 280]
headline-shooting-boatrace-results: ΤΑ ΑΠΟΤΕΛΕΣΜΑΤΑ ΤΩΝ ΣΚΟΠΕΥΤΙΚΩΝ ΑΓΩΝΩΝ ΚΑΙ ΤΩΝ ΛΕΜΒΟΔΡΟΜΙΩΝ [819, 915, 1519, 938]
text-block: Ἀκολούθως ἐξετάζονται καὶ οἱ λοιποὶ μάρτυρες τῆς ὑπερασπίσεως, πάντες καταθέτοντες εὐμενῶς ὑπὲρ τοῦ κατηγορουμένου καὶ τῆς ἐν γένει διαγωγῆς του ἀπὸ ἀπόψεως [36, 1958, 339, 1993]
text-block: Ἐπὶ τῇ εὐκαιρίᾳ ταύτῃ ὁ ὑπουργὸς τῶν Ἐξωτερικῶν κ. Γρυπάρης θὰ ὑποβάλῃ εἰς τὸ Ὑπουργικὸν [775, 575, 1024, 599]
column-subheading: ΜΕΤΑ ΜΕΣΗΜΒΡΙΑΝ [124, 1468, 242, 1481]
text-block: Ἐνοικιάζονται ἀπὸ τῆς 1ης Σεπτεμβρίου 1912 αἱ ἑξῆς μεγάλαι καὶ μικραὶ οἰκίαι τῆς παρὰ τὰ Χαυτεῖα καὶ ἐπὶ τῆς πλατείας Κάνιγγος μεγάλης οἰκοδομῆς τῶν κληρονόμων Κασσιμάτη· [523, 879, 766, 913]
editor-role-line2: ΣΥΝΤΑΚΤΗΣ [21, 139, 82, 150]
text-block: στρατιωτικῆς, ἀρχηγετικῆς ὥστε ἐπαναλαμβάνει ὅτι αὐτά. [331, 126, 508, 149]
text-block: Ἡ καθαριότης τῶν λουτήρων ἀπαράμιλλος. Συγκοινωνία δι' ἁμαξῶν καὶ τροχιοδρόμων ἀνὰ πᾶν τέταρτον τῆς ὥρας. [784, 1756, 1033, 1780]
ornament-rule: •≍•≍•≍•≍•≍•≍•≍•≍•≍•≍•≍• [21, 149, 176, 161]
text-block: ΒΟΛΟΣ, 20 Ἰουνίου.— Μεγαλοπρεπὴς ὑπῆρξεν ἡ γενομένη σήμερον ὑπὸ τοῦ Βασιλέως ἐπιθεώρησις τῶν πληρωμάτων τοῦ στόλου, συγκεντρωθέντων ἐπὶ τῆς προκυμαίας τοῦ λιμένος. [778, 1014, 1027, 1048]
text-block: Τὰ Δερματικὰ νοσήματα [596, 453, 687, 465]
column-subheading: ΠΟΤΕ ΑΝΑΧΩΡΕΙ Ο ΒΑΣΙΛΕΥΣ [1350, 1060, 1524, 1073]
column-subheading: ΤΑ ΑΠΟΤΕΛΕΣΜΑΤΑ ΤΩΝ ΣΚΟΠΕΥΤΩΝ [1328, 1202, 1549, 1215]
text-block: —Ὑπὸ τοῦ ὑπουργείου τῶν Οἰκονομικῶν ἐξεδόθη ἐγκύκλιος πρὸς τὰ τελωνεῖα περὶ τῆς ἐφαρμογῆς τοῦ νέου δασμολογίου. [338, 1012, 515, 1047]
text-block: Ἐπηκολούθησαν αἱ λεμβοδρομίαι τῶν ἀτμακάτων καὶ ἡ διανομὴ τῶν χρηματικῶν ἀμοιβῶν εἰς τὰ πληρώματα, μεθ' ἃς ὁ στόλος ἀπέπλευσε διὰ τὰς θέσεις του. [1314, 1442, 1567, 1476]
text-block: Γνωστοποιεῖ ὅτι [608, 156, 670, 167]
text-block: Κατά τινας ἐπίσης πληροφορίας ὁ ἐν Βιέννῃ πρεσβευτὴς τῆς Ἑλλάδος κ. Μάνος θὰ ἐπανέλθῃ εἰς τὴν θέσιν του, καθὼς καὶ ὁ λόγῳ τῆς ἐπιτευχθείσης Ἑλληνοβουλγαρικῆς συνεννοήσεως ἐξασφαλισθεὶς ἤδη εἰς τὴν ἐν Σόφιᾳ πρεσβείαν κ. Πανᾶς. [775, 530, 1024, 576]
text-block: ΜΑΡΤΥΣ. Τὸν ἐγνώριζον ὡς καλὸν καὶ εὐσυνείδητον ἀξιωματικόν, ὑπηρετήσαντα ὑπὸ τὰς διαταγάς μου ἐπὶ διετίαν. [35, 1878, 338, 1902]
clinic-ad [519, 334, 763, 616]
headline-cabinet-works: ΑΙ ΕΡΓΑΣΙΑΙ ΤΟΥ ΥΠΟΥΡΓΙΚΟΥ ΣΥΜΒΟΥΛΙΟΥ [814, 186, 1513, 221]
text-block: Κατὰ τὰς παρελθούσας συνεδριάσεις τοῦ Ὑπουργικοῦ Συμβουλίου ἡ Κυβέρνησις ἠσχολήθη κυρίως μὲ τὰ ζητήματα τὰ ἀφορῶντα τὴν ἀμυντικὴν παρασκευὴν τῆς χώρας καὶ τὰς σχετικὰς πιστώσεις. [1040, 417, 1289, 452]
text-block: Τὰ ὀνόματα τῶν νικητῶν ἀνεκοινώθησαν εἰς τὰ πληρώματα διὰ διαταγῆς τοῦ ναυάρχου, ἐξεφράσθη δὲ ἡ εὐαρέσκεια καὶ πρὸς τοὺς ἀξιωματικοὺς τοὺς ἐκγυμνάσαντας τὰς ὁμάδας. [1313, 1408, 1567, 1443]
text-block: ΜΑΡΤΥΣ. Μάλιστα· ἀπέδιδε πάντοτε λογαριασμὸν ἀκριβέστατον. [44, 1924, 276, 1937]
text-block: —Σήμερον τὴν ἑσπέραν θὰ παιανίσῃ εἰς τὸ Ζάππειον ἡ μουσικὴ τοῦ δήμου ἐκτελοῦσα ἐκλεκτὸν πρόγραμμα. [339, 1046, 516, 1080]
text-block: Ὁδὸς Πραξιτέλους 9 Ε. Τηλέφ. 762 [581, 767, 707, 779]
column-subheading: ΥΠΕΡΩΚΕΑΝΕΙΟΣ [571, 121, 706, 138]
text-block: Ἐν τῷ καταστήματι εὑρίσκονται ἐπίσης ὡρολόγια τοίχου παντὸς συστήματος εἰς μεγάλην ποικιλίαν καὶ εἰς τιμὰς ἐκτὸς συναγωνισμοῦ. [786, 2027, 1035, 2051]
editor-box [22, 128, 324, 150]
text-block: ΒΟΥΤΥΡΟΝ [587, 683, 700, 704]
